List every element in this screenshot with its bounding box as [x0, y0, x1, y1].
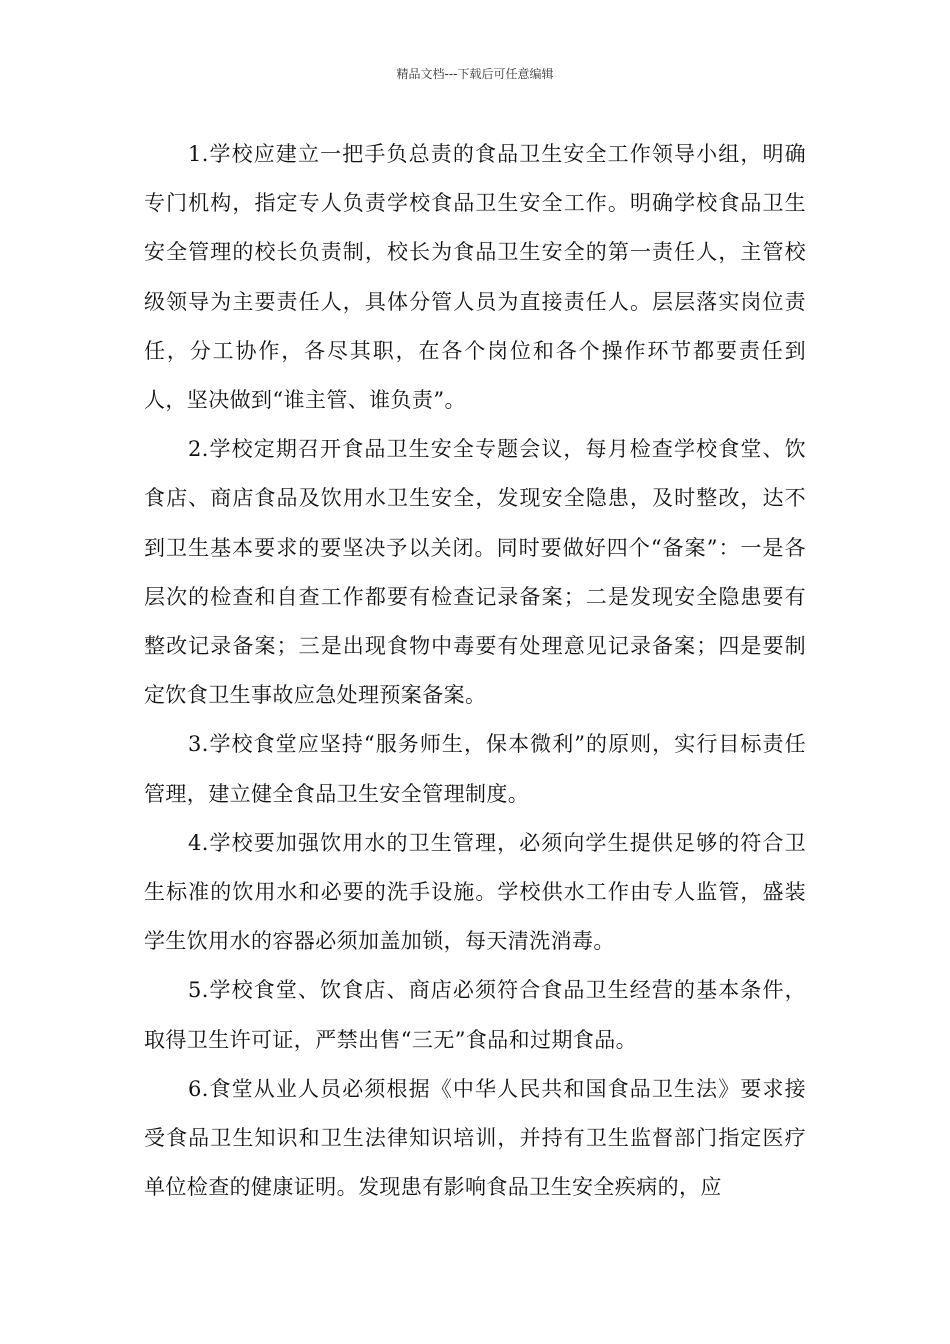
- paragraph-5: 5.学校食堂、饮食店、商店必须符合食品卫生经营的基本条件，取得卫生许可证，严禁出售“三无”食品和过期食品。: [144, 978, 806, 1052]
- paragraph-6: 6.食堂从业人员必须根据《中华人民共和国食品卫生法》要求接受食品卫生知识和卫生法律知识培训，并持有卫生监督部门指定医疗单位检查的健康证明。发现患有影响食品卫生安全疾病的，应: [144, 1076, 806, 1200]
- paragraph-4: 4.学校要加强饮用水的卫生管理，必须向学生提供足够的符合卫生标准的饮用水和必要的洗手设施。学校供水工作由专人监管，盛装学生饮用水的容器必须加盖加锁，每天清洗消毒。: [144, 830, 806, 954]
- page-header: 精品文档---下载后可任意编辑: [396, 67, 554, 81]
- paragraph-3: 3.学校食堂应坚持“服务师生，保本微利”的原则，实行目标责任管理，建立健全食品卫生安全管理制度。: [144, 732, 806, 806]
- document-body: [144, 130, 806, 1212]
- paragraph-1: 1.学校应建立一把手负总责的食品卫生安全工作领导小组，明确专门机构，指定专人负责学校食品卫生安全工作。明确学校食品卫生安全管理的校长负责制，校长为食品卫生安全的第一责任人，主管校级领导为主要责任人，具体分管人员为直接责任人。层层落实岗位责任，分工协作，各尽其职，在各个岗位和各个操作环节都要责任到人，坚决做到“谁主管、谁负责”。: [144, 142, 806, 413]
- paragraph-2: 2.学校定期召开食品卫生安全专题会议，每月检查学校食堂、饮食店、商店食品及饮用水卫生安全，发现安全隐患，及时整改，达不到卫生基本要求的要坚决予以关闭。同时要做好四个“备案”：一是各层次的检查和自查工作都要有检查记录备案；二是发现安全隐患要有整改记录备案；三是出现食物中毒要有处理意见记录备案；四是要制定饮食卫生事故应急处理预案备案。: [144, 437, 806, 708]
